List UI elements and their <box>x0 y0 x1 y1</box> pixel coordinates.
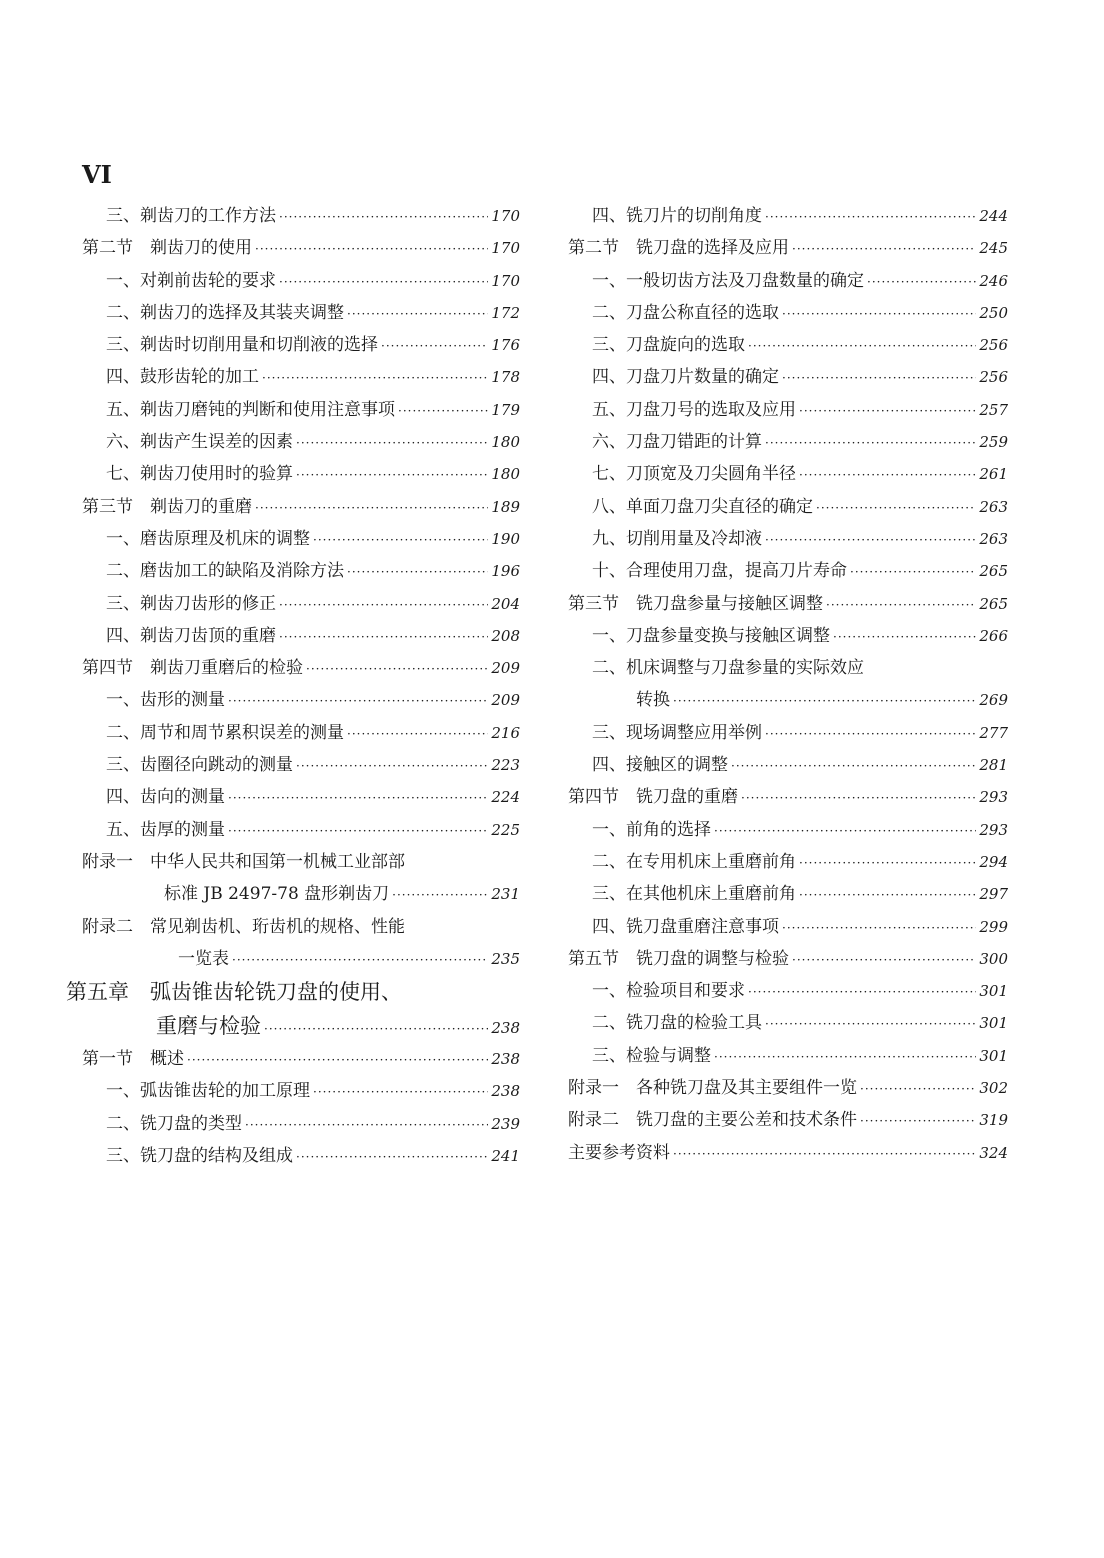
toc-leader-dots <box>748 330 976 362</box>
toc-leader-dots <box>347 718 488 750</box>
toc-entry <box>66 394 520 426</box>
toc-entry-title: 一、前角的选择 <box>592 819 711 840</box>
toc-entry-page: 244 <box>979 207 1008 225</box>
toc-entry-title: 第二节 剃齿刀的使用 <box>82 238 252 259</box>
toc-leader-dots <box>765 524 976 556</box>
toc-entry-title: 一、一般切齿方法及刀盘数量的确定 <box>592 270 864 291</box>
toc-entry <box>66 329 520 361</box>
toc-entry-page: 178 <box>491 368 520 387</box>
toc-entry-page: 319 <box>979 1111 1008 1130</box>
toc-entry-page: 208 <box>491 626 520 645</box>
toc-entry-title: 九、切削用量及冷却液 <box>592 528 762 549</box>
toc-entry <box>66 458 520 490</box>
toc-leader-dots <box>313 1076 488 1108</box>
toc-entry-page: 241 <box>491 1147 520 1166</box>
toc-entry-page: 293 <box>979 788 1008 807</box>
toc-entry <box>66 1108 520 1140</box>
toc-entry <box>568 878 1008 910</box>
toc-entry-page: 170 <box>491 207 520 225</box>
toc-entry <box>66 717 520 749</box>
toc-entry-page: 176 <box>491 336 520 355</box>
toc-entry <box>568 426 1008 458</box>
toc-entry-title: 转换 <box>636 690 670 711</box>
toc-entry-title: 附录一 各种铣刀盘及其主要组件一览 <box>568 1078 857 1099</box>
toc-entry-title: 三、刀盘旋向的选取 <box>592 335 745 356</box>
toc-entry-title: 三、在其他机床上重磨前角 <box>592 884 796 905</box>
toc-entry <box>568 717 1008 749</box>
toc-leader-dots <box>731 750 976 782</box>
toc-entry-page: 301 <box>979 982 1008 1001</box>
toc-leader-dots <box>347 298 488 330</box>
toc-leader-dots <box>279 201 488 233</box>
toc-entry-page: 301 <box>979 1046 1008 1065</box>
toc-leader-dots <box>673 685 976 717</box>
toc-entry-page: 179 <box>491 400 520 419</box>
toc-entry-page: 266 <box>979 626 1008 645</box>
toc-entry-title: 三、剃齿时切削用量和切削液的选择 <box>106 335 378 356</box>
toc-entry <box>568 975 1008 1007</box>
toc-entry <box>568 781 1008 813</box>
toc-entry-title: 一、磨齿原理及机床的调整 <box>106 528 310 549</box>
toc-entry <box>66 1043 520 1075</box>
toc-entry <box>568 846 1008 878</box>
toc-entry-page: 293 <box>979 820 1008 839</box>
toc-entry-title: 附录二 铣刀盘的主要公差和技术条件 <box>568 1110 857 1131</box>
toc-leader-dots <box>765 201 976 233</box>
toc-leader-dots <box>296 1141 488 1173</box>
toc-leader-dots <box>398 395 488 427</box>
toc-leader-dots <box>741 782 976 814</box>
toc-entry-page: 257 <box>979 400 1008 419</box>
toc-entry <box>568 620 1008 652</box>
toc-leader-dots <box>799 395 976 427</box>
toc-entry-page: 256 <box>979 368 1008 387</box>
toc-leader-dots <box>765 427 976 459</box>
toc-leader-dots <box>264 1012 488 1046</box>
toc-entry <box>568 749 1008 781</box>
toc-leader-dots <box>228 685 488 717</box>
toc-entry <box>568 684 1008 716</box>
toc-entry <box>66 814 520 846</box>
toc-entry-page: 250 <box>979 303 1008 322</box>
toc-entry-title: 二、刀盘公称直径的选取 <box>592 302 779 323</box>
toc-leader-dots <box>392 879 488 911</box>
toc-entry <box>568 555 1008 587</box>
toc-entry-title: 主要参考资料 <box>568 1142 670 1163</box>
toc-leader-dots <box>279 621 488 653</box>
toc-leader-dots <box>782 912 976 944</box>
toc-entry-title: 一、齿形的测量 <box>106 690 225 711</box>
toc-entry-title: 七、刀顶宽及刀尖圆角半径 <box>592 464 796 485</box>
toc-entry-title: 二、机床调整与刀盘参量的实际效应 <box>592 658 864 679</box>
toc-entry-page: 299 <box>979 917 1008 936</box>
toc-leader-dots <box>232 944 488 976</box>
toc-entry <box>568 1007 1008 1039</box>
toc-entry-title: 四、铣刀片的切削角度 <box>592 206 762 226</box>
toc-entry <box>66 361 520 393</box>
toc-entry-page: 245 <box>979 239 1008 258</box>
toc-entry-page: 170 <box>491 271 520 290</box>
toc-entry <box>66 232 520 264</box>
toc-entry <box>66 265 520 297</box>
toc-leader-dots <box>765 1008 976 1040</box>
toc-entry <box>568 1040 1008 1072</box>
toc-entry-title: 第一节 概述 <box>82 1049 184 1070</box>
toc-entry-title: 二、磨齿加工的缺陷及消除方法 <box>106 561 344 582</box>
toc-leader-dots <box>867 266 976 298</box>
toc-entry-title: 三、剃齿刀齿形的修正 <box>106 593 276 614</box>
toc-entry-page: 225 <box>491 820 520 839</box>
toc-leader-dots <box>816 492 976 524</box>
toc-entry <box>66 297 520 329</box>
toc-entry-page: 281 <box>979 756 1008 775</box>
toc-entry-page: 180 <box>491 465 520 484</box>
toc-leader-dots <box>347 556 488 588</box>
toc-leader-dots <box>313 524 488 556</box>
toc-entry-title: 四、接触区的调整 <box>592 755 728 776</box>
toc-entry-page: 235 <box>491 949 520 968</box>
toc-entry-title: 二、铣刀盘的类型 <box>106 1113 242 1134</box>
toc-entry <box>568 458 1008 490</box>
toc-entry <box>568 523 1008 555</box>
toc-leader-dots <box>255 492 488 524</box>
toc-entry-page: 190 <box>491 529 520 548</box>
toc-leader-dots <box>714 1041 976 1073</box>
toc-entry-title: 附录一 中华人民共和国第一机械工业部部 <box>82 851 405 872</box>
toc-entry <box>66 491 520 523</box>
toc-entry-title: 二、铣刀盘的检验工具 <box>592 1013 762 1034</box>
toc-entry-page: 216 <box>491 723 520 742</box>
toc-leader-dots <box>279 266 488 298</box>
toc-entry <box>568 652 1008 684</box>
toc-entry-page: 238 <box>491 1082 520 1101</box>
toc-leader-dots <box>262 362 488 394</box>
toc-entry-title: 四、齿向的测量 <box>106 787 225 808</box>
toc-entry-page: 172 <box>491 303 520 322</box>
toc-entry-page: 263 <box>979 497 1008 516</box>
toc-entry-title: 一览表 <box>178 948 229 969</box>
toc-entry-page: 259 <box>979 433 1008 452</box>
toc-entry-page: 297 <box>979 885 1008 904</box>
toc-right-column <box>568 200 1008 1169</box>
toc-entry <box>568 329 1008 361</box>
toc-entry-title: 五、剃齿刀磨钝的判断和使用注意事项 <box>106 399 395 420</box>
toc-entry <box>66 620 520 652</box>
toc-entry-page: 223 <box>491 756 520 775</box>
toc-entry <box>66 1140 520 1172</box>
toc-entry <box>66 1075 520 1107</box>
toc-entry <box>66 588 520 620</box>
toc-entry <box>568 265 1008 297</box>
toc-leader-dots <box>245 1109 488 1141</box>
toc-leader-dots <box>296 459 488 491</box>
toc-leader-dots <box>826 589 976 621</box>
toc-entry-page: 209 <box>491 659 520 678</box>
toc-entry-page: 265 <box>979 562 1008 581</box>
toc-entry-title: 一、刀盘参量变换与接触区调整 <box>592 625 830 646</box>
toc-entry-title: 第五章 弧齿锥齿轮铣刀盘的使用、 <box>66 980 402 1005</box>
toc-leader-dots <box>306 653 488 685</box>
toc-entry <box>66 781 520 813</box>
toc-leader-dots <box>296 427 488 459</box>
toc-entry-page: 277 <box>979 723 1008 742</box>
toc-leader-dots <box>799 847 976 879</box>
toc-entry <box>66 846 520 878</box>
toc-entry-page: 189 <box>491 497 520 516</box>
toc-leader-dots <box>279 589 488 621</box>
toc-entry-title: 八、单面刀盘刀尖直径的确定 <box>592 496 813 517</box>
toc-entry <box>66 943 520 975</box>
toc-leader-dots <box>765 718 976 750</box>
toc-entry-title: 七、剃齿刀使用时的验算 <box>106 464 293 485</box>
toc-entry-title: 一、对剃前齿轮的要求 <box>106 270 276 291</box>
toc-entry-page: 300 <box>979 949 1008 968</box>
toc-entry-title: 三、检验与调整 <box>592 1045 711 1066</box>
toc-entry-title: 三、现场调整应用举例 <box>592 722 762 743</box>
toc-entry <box>66 652 520 684</box>
toc-entry-page: 302 <box>979 1079 1008 1098</box>
toc-entry-title: 第三节 铣刀盘参量与接触区调整 <box>568 593 823 614</box>
toc-leader-dots <box>850 556 976 588</box>
toc-entry-page: 204 <box>491 594 520 613</box>
toc-entry <box>568 1072 1008 1104</box>
toc-entry-title: 三、齿圈径向跳动的测量 <box>106 755 293 776</box>
toc-leader-dots <box>792 233 976 265</box>
toc-entry-title: 五、齿厚的测量 <box>106 819 225 840</box>
toc-entry <box>66 426 520 458</box>
toc-entry-title: 三、剃齿刀的工作方法 <box>106 206 276 226</box>
toc-entry-page: 224 <box>491 788 520 807</box>
toc-entry <box>568 1137 1008 1169</box>
toc-entry-title: 第二节 铣刀盘的选择及应用 <box>568 238 789 259</box>
toc-entry-page: 170 <box>491 239 520 258</box>
toc-entry <box>568 911 1008 943</box>
toc-entry-title: 四、铣刀盘重磨注意事项 <box>592 916 779 937</box>
toc-entry-title: 二、周节和周节累积误差的测量 <box>106 722 344 743</box>
toc-left-column <box>66 200 520 1172</box>
toc-entry-title: 第四节 铣刀盘的重磨 <box>568 787 738 808</box>
toc-leader-dots <box>714 815 976 847</box>
toc-entry-title: 六、刀盘刀错距的计算 <box>592 432 762 453</box>
toc-entry-page: 231 <box>491 885 520 904</box>
toc-entry-page: 256 <box>979 336 1008 355</box>
toc-entry-title: 四、剃齿刀齿顶的重磨 <box>106 625 276 646</box>
toc-leader-dots <box>860 1105 976 1137</box>
toc-leader-dots <box>833 621 976 653</box>
page-number: VI <box>82 160 112 189</box>
toc-entry <box>66 523 520 555</box>
toc-entry-page: 269 <box>979 691 1008 710</box>
toc-leader-dots <box>381 330 488 362</box>
toc-entry-title: 四、刀盘刀片数量的确定 <box>592 367 779 388</box>
toc-entry-page: 180 <box>491 433 520 452</box>
toc-entry-title: 四、鼓形齿轮的加工 <box>106 367 259 388</box>
toc-entry <box>66 749 520 781</box>
toc-entry <box>66 1009 520 1043</box>
toc-entry-page: 324 <box>979 1143 1008 1162</box>
toc-entry-title: 二、剃齿刀的选择及其装夹调整 <box>106 302 344 323</box>
toc-entry-page: 238 <box>491 1019 520 1038</box>
toc-entry <box>568 361 1008 393</box>
toc-entry <box>568 200 1008 232</box>
toc-entry <box>568 297 1008 329</box>
toc-entry-title: 二、在专用机床上重磨前角 <box>592 851 796 872</box>
toc-entry-title: 六、剃齿产生误差的因素 <box>106 432 293 453</box>
toc-entry <box>568 491 1008 523</box>
toc-entry <box>568 814 1008 846</box>
toc-leader-dots <box>187 1044 488 1076</box>
toc-entry <box>66 684 520 716</box>
toc-entry-page: 239 <box>491 1114 520 1133</box>
toc-entry-title: 一、检验项目和要求 <box>592 981 745 1002</box>
toc-entry-title: 第三节 剃齿刀的重磨 <box>82 496 252 517</box>
toc-leader-dots <box>799 459 976 491</box>
toc-entry <box>568 232 1008 264</box>
toc-leader-dots <box>860 1073 976 1105</box>
toc-entry-page: 294 <box>979 852 1008 871</box>
toc-entry <box>66 555 520 587</box>
toc-entry-title: 标准 JB 2497-78 盘形剃齿刀 <box>164 884 390 905</box>
toc-leader-dots <box>782 298 976 330</box>
toc-leader-dots <box>748 976 976 1008</box>
toc-entry-page: 238 <box>491 1050 520 1069</box>
toc-entry <box>568 1104 1008 1136</box>
toc-entry-title: 第四节 剃齿刀重磨后的检验 <box>82 658 303 679</box>
toc-entry-page: 246 <box>979 271 1008 290</box>
toc-entry <box>568 588 1008 620</box>
toc-leader-dots <box>782 362 976 394</box>
toc-leader-dots <box>228 815 488 847</box>
toc-entry-page: 301 <box>979 1014 1008 1033</box>
toc-entry-page: 209 <box>491 691 520 710</box>
toc-entry-page: 265 <box>979 594 1008 613</box>
toc-entry <box>66 200 520 232</box>
toc-entry-title: 五、刀盘刀号的选取及应用 <box>592 399 796 420</box>
toc-leader-dots <box>228 782 488 814</box>
toc-entry-title: 第五节 铣刀盘的调整与检验 <box>568 948 789 969</box>
toc-entry <box>66 975 520 1009</box>
toc-leader-dots <box>255 233 488 265</box>
toc-leader-dots <box>799 879 976 911</box>
toc-entry-page: 263 <box>979 529 1008 548</box>
toc-entry <box>568 394 1008 426</box>
toc-entry-page: 261 <box>979 465 1008 484</box>
toc-entry <box>568 943 1008 975</box>
toc-leader-dots <box>792 944 976 976</box>
toc-entry-title: 附录二 常见剃齿机、珩齿机的规格、性能 <box>82 916 405 937</box>
toc-leader-dots <box>673 1138 976 1170</box>
toc-entry-title: 一、弧齿锥齿轮的加工原理 <box>106 1081 310 1102</box>
toc-entry-title: 十、合理使用刀盘，提高刀片寿命 <box>592 561 847 582</box>
toc-leader-dots <box>296 750 488 782</box>
toc-entry-page: 196 <box>491 562 520 581</box>
toc-entry-title: 三、铣刀盘的结构及组成 <box>106 1146 293 1167</box>
toc-entry <box>66 878 520 910</box>
toc-entry-title: 重磨与检验 <box>156 1014 261 1039</box>
toc-entry <box>66 911 520 943</box>
